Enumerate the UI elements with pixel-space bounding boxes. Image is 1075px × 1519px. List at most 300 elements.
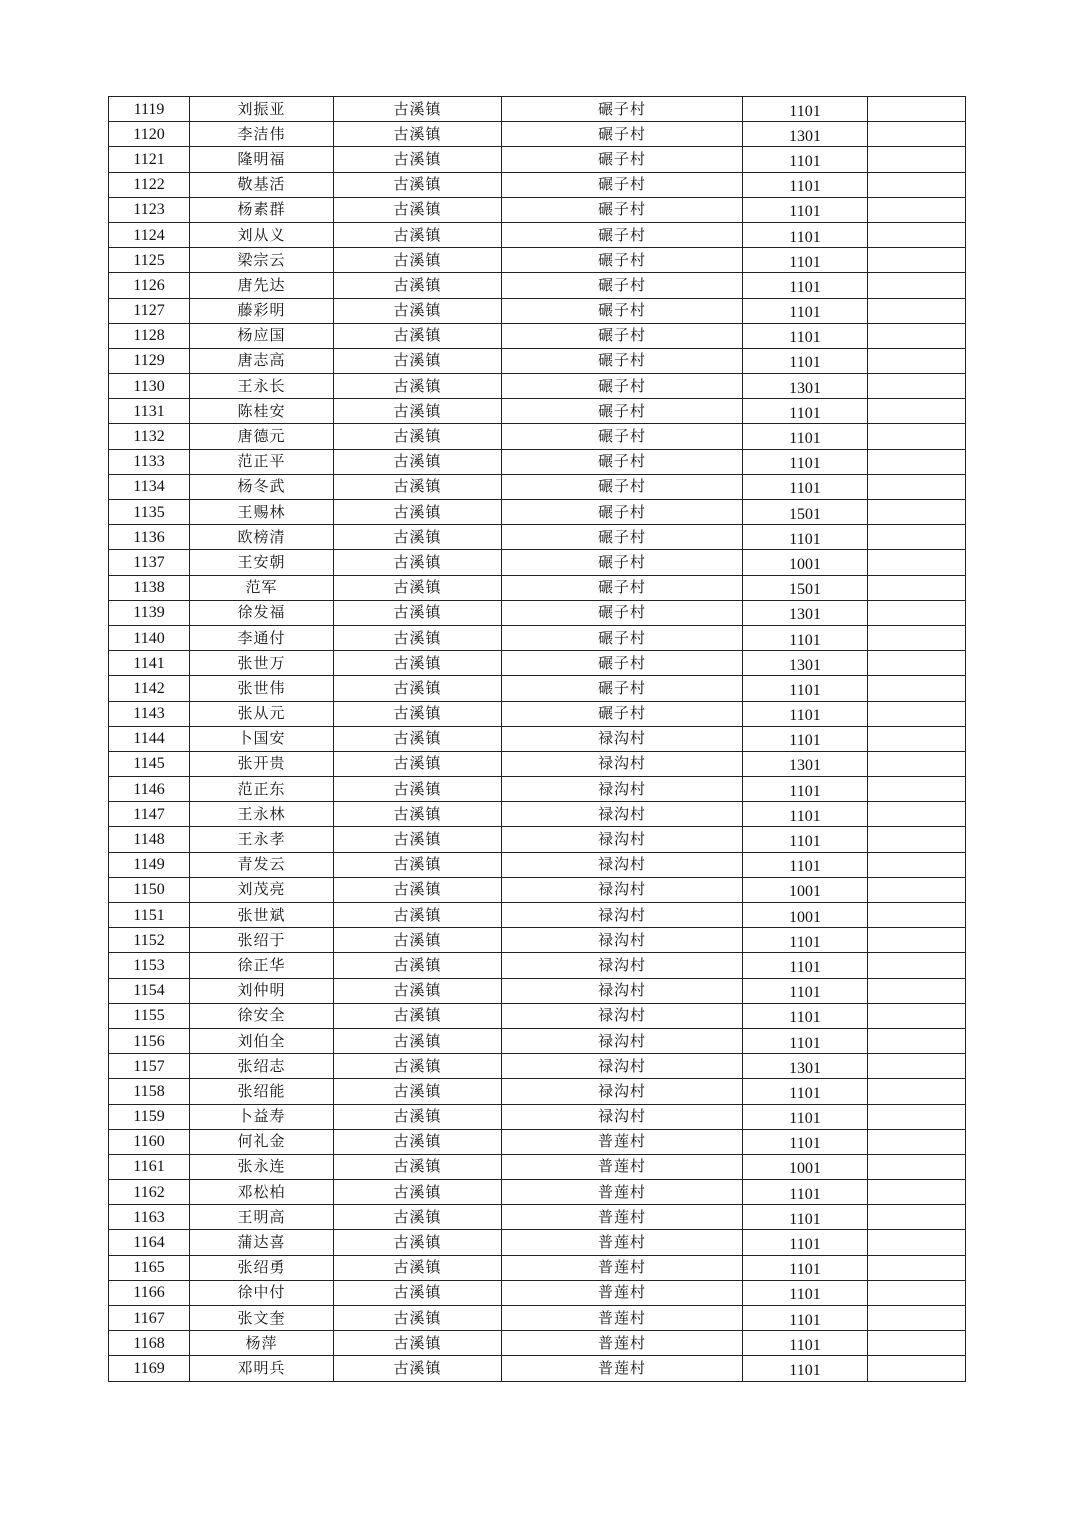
code-cell: 1101	[743, 726, 868, 751]
person-name-cell: 邓明兵	[190, 1356, 334, 1381]
person-name-cell: 张绍能	[190, 1079, 334, 1104]
note-cell	[868, 298, 966, 323]
table-row	[109, 1205, 966, 1230]
note-cell	[868, 449, 966, 474]
table-row	[109, 978, 966, 1003]
code-cell: 1101	[743, 953, 868, 978]
village-cell: 禄沟村	[502, 978, 743, 1003]
note-cell	[868, 122, 966, 147]
serial-number-cell: 1132	[109, 424, 190, 449]
table-row	[109, 903, 966, 928]
village-cell: 禄沟村	[502, 903, 743, 928]
table-row	[109, 726, 966, 751]
serial-number-cell: 1136	[109, 525, 190, 550]
person-name-cell: 范正东	[190, 777, 334, 802]
code-cell: 1101	[743, 323, 868, 348]
table-row	[109, 1230, 966, 1255]
table-row	[109, 1003, 966, 1028]
note-cell	[868, 273, 966, 298]
note-cell	[868, 550, 966, 575]
village-cell: 碾子村	[502, 374, 743, 399]
table-row	[109, 374, 966, 399]
person-name-cell: 欧榜清	[190, 525, 334, 550]
code-cell: 1101	[743, 1280, 868, 1305]
code-cell: 1101	[743, 802, 868, 827]
village-cell: 碾子村	[502, 273, 743, 298]
code-cell: 1101	[743, 1331, 868, 1356]
note-cell	[868, 877, 966, 902]
village-cell: 禄沟村	[502, 751, 743, 776]
serial-number-cell: 1158	[109, 1079, 190, 1104]
person-name-cell: 刘振亚	[190, 97, 334, 122]
village-cell: 禄沟村	[502, 1028, 743, 1053]
roster-table-body	[109, 97, 966, 1382]
serial-number-cell: 1146	[109, 777, 190, 802]
person-name-cell: 梁宗云	[190, 248, 334, 273]
code-cell: 1101	[743, 449, 868, 474]
village-cell: 碾子村	[502, 701, 743, 726]
village-cell: 禄沟村	[502, 953, 743, 978]
person-name-cell: 杨应国	[190, 323, 334, 348]
village-cell: 禄沟村	[502, 726, 743, 751]
village-cell: 碾子村	[502, 575, 743, 600]
code-cell: 1001	[743, 550, 868, 575]
town-cell: 古溪镇	[334, 802, 502, 827]
table-row	[109, 550, 966, 575]
table-row	[109, 651, 966, 676]
person-name-cell: 王安朝	[190, 550, 334, 575]
village-cell: 普莲村	[502, 1356, 743, 1381]
village-cell: 禄沟村	[502, 777, 743, 802]
table-row	[109, 273, 966, 298]
note-cell	[868, 323, 966, 348]
table-row	[109, 1280, 966, 1305]
town-cell: 古溪镇	[334, 500, 502, 525]
town-cell: 古溪镇	[334, 449, 502, 474]
note-cell	[868, 827, 966, 852]
table-row	[109, 827, 966, 852]
village-cell: 禄沟村	[502, 1054, 743, 1079]
table-row	[109, 1028, 966, 1053]
town-cell: 古溪镇	[334, 1205, 502, 1230]
code-cell: 1101	[743, 625, 868, 650]
serial-number-cell: 1125	[109, 248, 190, 273]
note-cell	[868, 676, 966, 701]
table-row	[109, 1356, 966, 1381]
village-cell: 禄沟村	[502, 827, 743, 852]
table-row	[109, 751, 966, 776]
town-cell: 古溪镇	[334, 676, 502, 701]
town-cell: 古溪镇	[334, 1054, 502, 1079]
person-name-cell: 李通付	[190, 625, 334, 650]
person-name-cell: 张世斌	[190, 903, 334, 928]
table-row	[109, 852, 966, 877]
village-cell: 碾子村	[502, 676, 743, 701]
village-cell: 普莲村	[502, 1205, 743, 1230]
table-row	[109, 877, 966, 902]
code-cell: 1101	[743, 1205, 868, 1230]
town-cell: 古溪镇	[334, 1028, 502, 1053]
table-row	[109, 500, 966, 525]
town-cell: 古溪镇	[334, 1180, 502, 1205]
village-cell: 碾子村	[502, 399, 743, 424]
serial-number-cell: 1161	[109, 1154, 190, 1179]
town-cell: 古溪镇	[334, 147, 502, 172]
code-cell: 1001	[743, 1154, 868, 1179]
note-cell	[868, 1180, 966, 1205]
code-cell: 1301	[743, 122, 868, 147]
code-cell: 1101	[743, 1356, 868, 1381]
person-name-cell: 蒲达喜	[190, 1230, 334, 1255]
note-cell	[868, 777, 966, 802]
table-row	[109, 928, 966, 953]
village-cell: 碾子村	[502, 424, 743, 449]
person-name-cell: 唐德元	[190, 424, 334, 449]
town-cell: 古溪镇	[334, 1280, 502, 1305]
serial-number-cell: 1153	[109, 953, 190, 978]
village-cell: 普莲村	[502, 1331, 743, 1356]
table-row	[109, 222, 966, 247]
code-cell: 1101	[743, 1104, 868, 1129]
village-cell: 碾子村	[502, 323, 743, 348]
code-cell: 1101	[743, 1079, 868, 1104]
note-cell	[868, 651, 966, 676]
village-cell: 碾子村	[502, 248, 743, 273]
note-cell	[868, 903, 966, 928]
serial-number-cell: 1147	[109, 802, 190, 827]
town-cell: 古溪镇	[334, 1356, 502, 1381]
note-cell	[868, 1154, 966, 1179]
person-name-cell: 杨萍	[190, 1331, 334, 1356]
serial-number-cell: 1157	[109, 1054, 190, 1079]
note-cell	[868, 424, 966, 449]
serial-number-cell: 1156	[109, 1028, 190, 1053]
person-name-cell: 张绍志	[190, 1054, 334, 1079]
table-row	[109, 172, 966, 197]
person-name-cell: 徐中付	[190, 1280, 334, 1305]
serial-number-cell: 1168	[109, 1331, 190, 1356]
table-row	[109, 97, 966, 122]
serial-number-cell: 1167	[109, 1306, 190, 1331]
code-cell: 1101	[743, 827, 868, 852]
person-name-cell: 张绍勇	[190, 1255, 334, 1280]
town-cell: 古溪镇	[334, 1306, 502, 1331]
table-row	[109, 298, 966, 323]
town-cell: 古溪镇	[334, 701, 502, 726]
note-cell	[868, 726, 966, 751]
town-cell: 古溪镇	[334, 777, 502, 802]
note-cell	[868, 1306, 966, 1331]
serial-number-cell: 1152	[109, 928, 190, 953]
table-row	[109, 1104, 966, 1129]
code-cell: 1101	[743, 147, 868, 172]
table-row	[109, 474, 966, 499]
person-name-cell: 张文奎	[190, 1306, 334, 1331]
code-cell: 1101	[743, 928, 868, 953]
town-cell: 古溪镇	[334, 525, 502, 550]
town-cell: 古溪镇	[334, 978, 502, 1003]
town-cell: 古溪镇	[334, 827, 502, 852]
person-name-cell: 敬基活	[190, 172, 334, 197]
person-name-cell: 王永孝	[190, 827, 334, 852]
village-cell: 碾子村	[502, 298, 743, 323]
town-cell: 古溪镇	[334, 575, 502, 600]
town-cell: 古溪镇	[334, 248, 502, 273]
table-row	[109, 449, 966, 474]
town-cell: 古溪镇	[334, 97, 502, 122]
serial-number-cell: 1164	[109, 1230, 190, 1255]
village-cell: 碾子村	[502, 474, 743, 499]
village-cell: 碾子村	[502, 500, 743, 525]
person-name-cell: 王永长	[190, 374, 334, 399]
note-cell	[868, 751, 966, 776]
serial-number-cell: 1162	[109, 1180, 190, 1205]
serial-number-cell: 1160	[109, 1129, 190, 1154]
table-row	[109, 525, 966, 550]
town-cell: 古溪镇	[334, 651, 502, 676]
code-cell: 1501	[743, 575, 868, 600]
serial-number-cell: 1130	[109, 374, 190, 399]
serial-number-cell: 1154	[109, 978, 190, 1003]
person-name-cell: 藤彩明	[190, 298, 334, 323]
village-cell: 普莲村	[502, 1154, 743, 1179]
serial-number-cell: 1150	[109, 877, 190, 902]
table-row	[109, 147, 966, 172]
town-cell: 古溪镇	[334, 751, 502, 776]
village-cell: 碾子村	[502, 525, 743, 550]
village-cell: 碾子村	[502, 172, 743, 197]
code-cell: 1101	[743, 1129, 868, 1154]
table-row	[109, 1306, 966, 1331]
serial-number-cell: 1133	[109, 449, 190, 474]
person-name-cell: 刘从义	[190, 222, 334, 247]
person-name-cell: 徐正华	[190, 953, 334, 978]
table-row	[109, 701, 966, 726]
note-cell	[868, 399, 966, 424]
town-cell: 古溪镇	[334, 399, 502, 424]
code-cell: 1001	[743, 877, 868, 902]
note-cell	[868, 1104, 966, 1129]
note-cell	[868, 474, 966, 499]
town-cell: 古溪镇	[334, 424, 502, 449]
note-cell	[868, 1079, 966, 1104]
person-name-cell: 唐先达	[190, 273, 334, 298]
code-cell: 1301	[743, 374, 868, 399]
town-cell: 古溪镇	[334, 273, 502, 298]
serial-number-cell: 1122	[109, 172, 190, 197]
person-name-cell: 陈桂安	[190, 399, 334, 424]
serial-number-cell: 1148	[109, 827, 190, 852]
note-cell	[868, 147, 966, 172]
code-cell: 1301	[743, 1054, 868, 1079]
person-name-cell: 卜国安	[190, 726, 334, 751]
table-row	[109, 1255, 966, 1280]
village-cell: 普莲村	[502, 1180, 743, 1205]
town-cell: 古溪镇	[334, 550, 502, 575]
note-cell	[868, 1129, 966, 1154]
code-cell: 1001	[743, 903, 868, 928]
note-cell	[868, 1356, 966, 1381]
code-cell: 1301	[743, 600, 868, 625]
serial-number-cell: 1123	[109, 197, 190, 222]
serial-number-cell: 1144	[109, 726, 190, 751]
village-cell: 禄沟村	[502, 802, 743, 827]
code-cell: 1101	[743, 399, 868, 424]
person-name-cell: 邓松柏	[190, 1180, 334, 1205]
table-row	[109, 625, 966, 650]
table-row	[109, 348, 966, 373]
town-cell: 古溪镇	[334, 222, 502, 247]
town-cell: 古溪镇	[334, 1230, 502, 1255]
person-name-cell: 何礼金	[190, 1129, 334, 1154]
serial-number-cell: 1169	[109, 1356, 190, 1381]
note-cell	[868, 625, 966, 650]
serial-number-cell: 1163	[109, 1205, 190, 1230]
person-name-cell: 王永林	[190, 802, 334, 827]
village-cell: 碾子村	[502, 97, 743, 122]
serial-number-cell: 1138	[109, 575, 190, 600]
person-name-cell: 刘仲明	[190, 978, 334, 1003]
village-cell: 普莲村	[502, 1306, 743, 1331]
village-cell: 普莲村	[502, 1129, 743, 1154]
note-cell	[868, 197, 966, 222]
note-cell	[868, 222, 966, 247]
table-row	[109, 1180, 966, 1205]
code-cell: 1101	[743, 852, 868, 877]
table-row	[109, 777, 966, 802]
table-row	[109, 953, 966, 978]
person-name-cell: 徐发福	[190, 600, 334, 625]
code-cell: 1101	[743, 1306, 868, 1331]
village-cell: 禄沟村	[502, 1104, 743, 1129]
town-cell: 古溪镇	[334, 1079, 502, 1104]
person-name-cell: 张世万	[190, 651, 334, 676]
serial-number-cell: 1121	[109, 147, 190, 172]
code-cell: 1101	[743, 474, 868, 499]
town-cell: 古溪镇	[334, 1129, 502, 1154]
town-cell: 古溪镇	[334, 474, 502, 499]
serial-number-cell: 1128	[109, 323, 190, 348]
note-cell	[868, 500, 966, 525]
village-cell: 禄沟村	[502, 928, 743, 953]
person-name-cell: 隆明福	[190, 147, 334, 172]
person-name-cell: 张从元	[190, 701, 334, 726]
serial-number-cell: 1134	[109, 474, 190, 499]
note-cell	[868, 348, 966, 373]
village-cell: 普莲村	[502, 1230, 743, 1255]
village-cell: 碾子村	[502, 348, 743, 373]
table-row	[109, 1054, 966, 1079]
village-cell: 普莲村	[502, 1255, 743, 1280]
town-cell: 古溪镇	[334, 953, 502, 978]
table-row	[109, 122, 966, 147]
serial-number-cell: 1137	[109, 550, 190, 575]
code-cell: 1101	[743, 248, 868, 273]
village-cell: 碾子村	[502, 651, 743, 676]
person-name-cell: 范正平	[190, 449, 334, 474]
code-cell: 1101	[743, 424, 868, 449]
note-cell	[868, 1028, 966, 1053]
village-cell: 禄沟村	[502, 1003, 743, 1028]
person-name-cell: 杨素群	[190, 197, 334, 222]
code-cell: 1101	[743, 197, 868, 222]
serial-number-cell: 1151	[109, 903, 190, 928]
village-cell: 禄沟村	[502, 877, 743, 902]
roster-table	[108, 96, 966, 1382]
person-name-cell: 王赐林	[190, 500, 334, 525]
village-cell: 碾子村	[502, 600, 743, 625]
town-cell: 古溪镇	[334, 348, 502, 373]
person-name-cell: 张永连	[190, 1154, 334, 1179]
town-cell: 古溪镇	[334, 1331, 502, 1356]
code-cell: 1101	[743, 1180, 868, 1205]
code-cell: 1101	[743, 172, 868, 197]
serial-number-cell: 1131	[109, 399, 190, 424]
serial-number-cell: 1155	[109, 1003, 190, 1028]
person-name-cell: 杨冬武	[190, 474, 334, 499]
table-row	[109, 575, 966, 600]
note-cell	[868, 248, 966, 273]
town-cell: 古溪镇	[334, 726, 502, 751]
village-cell: 禄沟村	[502, 852, 743, 877]
serial-number-cell: 1135	[109, 500, 190, 525]
note-cell	[868, 1230, 966, 1255]
town-cell: 古溪镇	[334, 374, 502, 399]
code-cell: 1101	[743, 298, 868, 323]
person-name-cell: 李洁伟	[190, 122, 334, 147]
person-name-cell: 刘茂亮	[190, 877, 334, 902]
code-cell: 1101	[743, 1028, 868, 1053]
person-name-cell: 范军	[190, 575, 334, 600]
serial-number-cell: 1119	[109, 97, 190, 122]
person-name-cell: 王明高	[190, 1205, 334, 1230]
note-cell	[868, 1280, 966, 1305]
village-cell: 碾子村	[502, 122, 743, 147]
village-cell: 碾子村	[502, 449, 743, 474]
code-cell: 1501	[743, 500, 868, 525]
town-cell: 古溪镇	[334, 122, 502, 147]
code-cell: 1101	[743, 676, 868, 701]
note-cell	[868, 172, 966, 197]
town-cell: 古溪镇	[334, 1003, 502, 1028]
serial-number-cell: 1166	[109, 1280, 190, 1305]
serial-number-cell: 1143	[109, 701, 190, 726]
town-cell: 古溪镇	[334, 1154, 502, 1179]
code-cell: 1101	[743, 525, 868, 550]
serial-number-cell: 1165	[109, 1255, 190, 1280]
code-cell: 1301	[743, 651, 868, 676]
person-name-cell: 唐志高	[190, 348, 334, 373]
village-cell: 碾子村	[502, 625, 743, 650]
note-cell	[868, 978, 966, 1003]
table-row	[109, 1154, 966, 1179]
note-cell	[868, 600, 966, 625]
serial-number-cell: 1139	[109, 600, 190, 625]
table-row	[109, 424, 966, 449]
table-row	[109, 1331, 966, 1356]
table-row	[109, 802, 966, 827]
table-row	[109, 600, 966, 625]
serial-number-cell: 1159	[109, 1104, 190, 1129]
code-cell: 1101	[743, 273, 868, 298]
note-cell	[868, 852, 966, 877]
note-cell	[868, 1205, 966, 1230]
village-cell: 普莲村	[502, 1280, 743, 1305]
town-cell: 古溪镇	[334, 298, 502, 323]
serial-number-cell: 1140	[109, 625, 190, 650]
serial-number-cell: 1149	[109, 852, 190, 877]
table-row	[109, 1129, 966, 1154]
